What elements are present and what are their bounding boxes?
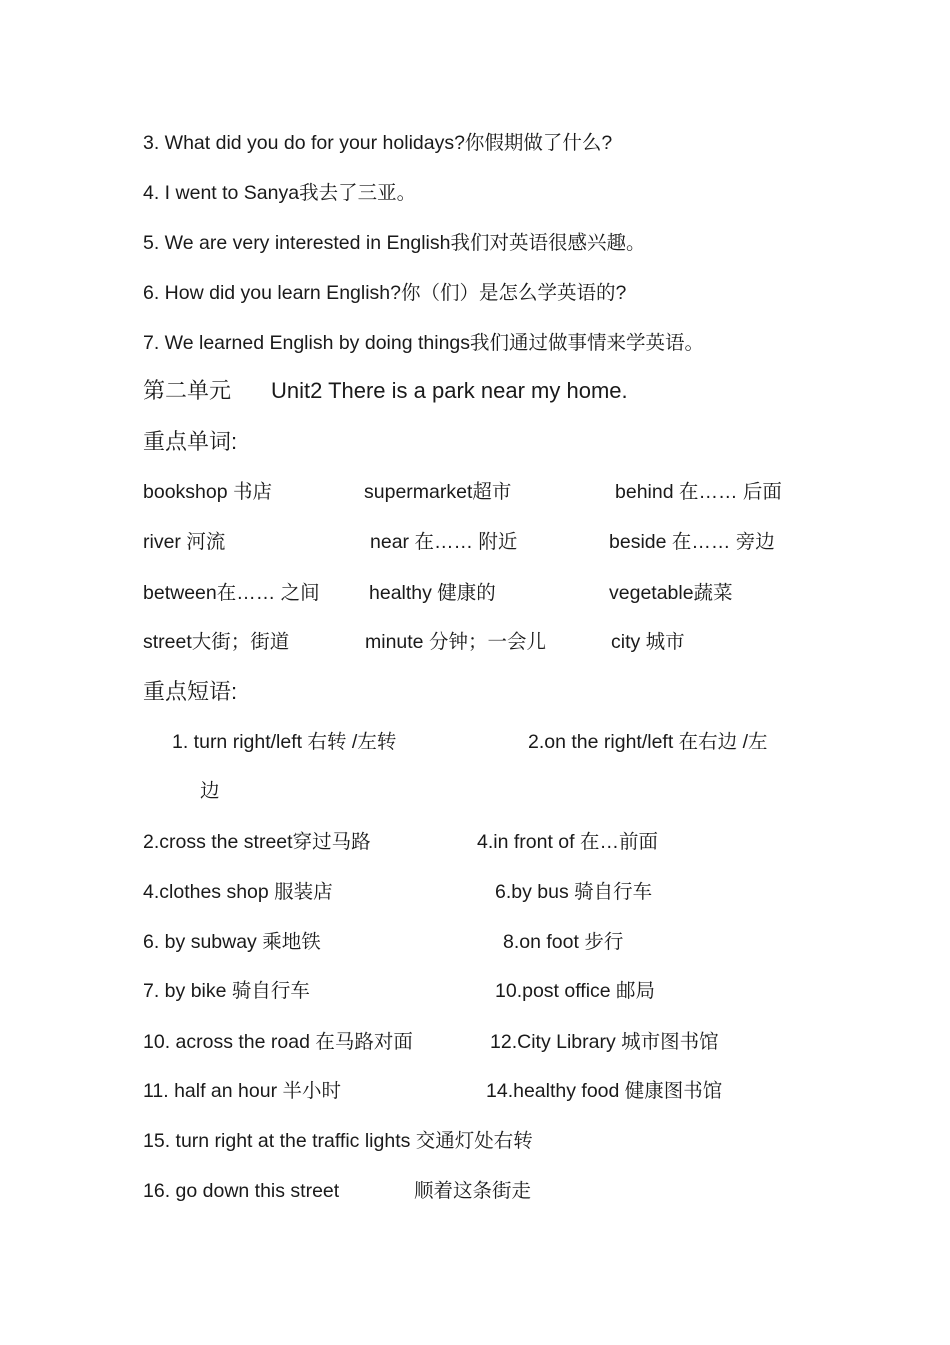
phrase-item: 顺着这条街走 xyxy=(414,1180,532,1202)
sentence-4: 4. I went to Sanya我去了三亚。 xyxy=(143,182,417,204)
sentence-5: 5. We are very interested in English我们对英语很感兴趣。 xyxy=(143,232,646,254)
vocab-item: river 河流 xyxy=(143,531,226,553)
phrase-item: 2.cross the street穿过马路 xyxy=(143,831,371,853)
phrase-item: 11. half an hour 半小时 xyxy=(143,1080,341,1102)
vocab-item: street大街；街道 xyxy=(143,631,290,653)
phrase-item: 16. go down this street xyxy=(143,1180,340,1202)
vocab-item: minute 分钟；一会儿 xyxy=(365,631,546,653)
sentence-6: 6. How did you learn English?你（们）是怎么学英语的? xyxy=(143,282,627,304)
phrase-item: 10. across the road 在马路对面 xyxy=(143,1031,413,1053)
unit-title: Unit2 There is a park near my home. xyxy=(271,378,628,403)
vocab-item: vegetable蔬菜 xyxy=(609,582,733,604)
vocab-heading: 重点单词: xyxy=(143,429,238,454)
vocab-item: bookshop 书店 xyxy=(143,481,272,503)
vocab-item: near 在…… 附近 xyxy=(370,531,518,553)
phrase-item: 6. by subway 乘地铁 xyxy=(143,931,321,953)
vocab-item: beside 在…… 旁边 xyxy=(609,531,775,553)
sentence-7: 7. We learned English by doing things我们通过做事情来学英语。 xyxy=(143,332,705,354)
phrase-item: 6.by bus 骑自行车 xyxy=(495,881,653,903)
phrase-item: 7. by bike 骑自行车 xyxy=(143,980,310,1002)
phrase-item: 8.on foot 步行 xyxy=(503,931,624,953)
vocab-item: supermarket超市 xyxy=(364,481,512,503)
phrase-item: 15. turn right at the traffic lights 交通灯处右转 xyxy=(143,1130,533,1152)
phrase-item: 4.clothes shop 服装店 xyxy=(143,881,333,903)
phrase-item: 2.on the right/left 在右边 /左 xyxy=(528,731,768,753)
phrase-item: 4.in front of 在…前面 xyxy=(477,831,658,853)
vocab-item: behind 在…… 后面 xyxy=(615,481,782,503)
phrase-item-wrap: 边 xyxy=(200,780,220,802)
phrase-item: 1. turn right/left 右转 /左转 xyxy=(172,731,397,753)
sentence-3: 3. What did you do for your holidays?你假期做了什么? xyxy=(143,132,613,154)
vocab-item: city 城市 xyxy=(611,631,685,653)
unit-label: 第二单元 xyxy=(143,378,232,403)
phrase-item: 12.City Library 城市图书馆 xyxy=(490,1031,719,1053)
vocab-item: healthy 健康的 xyxy=(369,582,496,604)
phrase-item: 14.healthy food 健康图书馆 xyxy=(486,1080,723,1102)
phrase-heading: 重点短语: xyxy=(143,679,238,704)
vocab-item: between在…… 之间 xyxy=(143,582,320,604)
phrase-item: 10.post office 邮局 xyxy=(495,980,656,1002)
